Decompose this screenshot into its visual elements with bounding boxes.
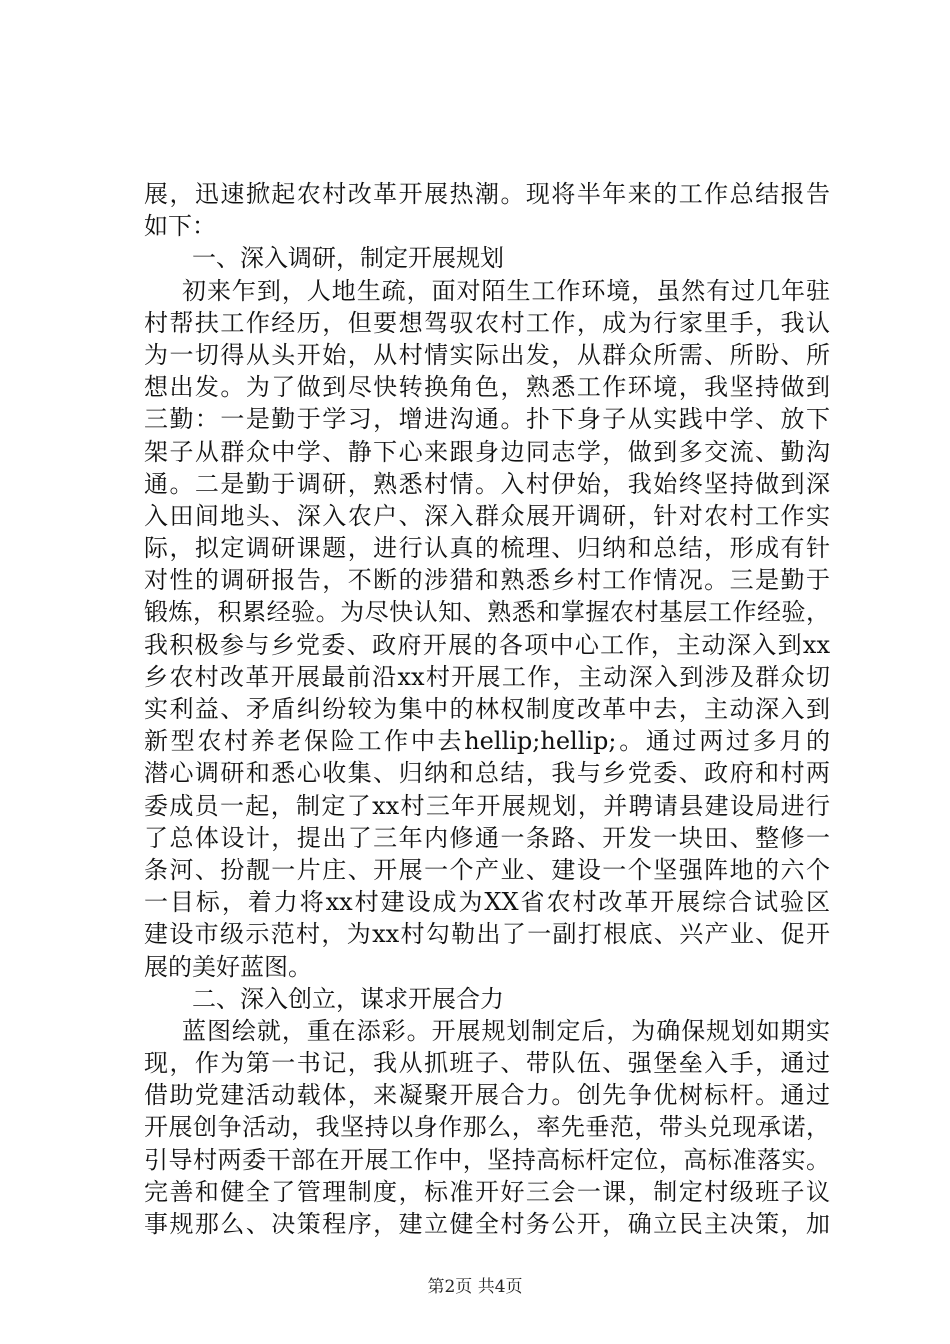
body-line: 想出发。为了做到尽快转换角色，熟悉工作环境，我坚持做到 [144, 373, 830, 402]
body-line: 引导村两委干部在开展工作中，坚持高标杆定位，高标准落实。 [144, 1145, 830, 1174]
section-heading-2: 二、深入创立，谋求开展合力 [192, 984, 504, 1013]
body-line: 潜心调研和悉心收集、归纳和总结，我与乡党委、政府和村两 [144, 759, 830, 788]
body-line: 如下： [144, 212, 216, 241]
body-line: 展，迅速掀起农村改革开展热潮。现将半年来的工作总结报告 [144, 180, 830, 208]
body-line: 入田间地头、深入农户、深入群众展开调研，针对农村工作实 [144, 501, 830, 530]
body-line: 乡农村改革开展最前沿xx村开展工作，主动深入到涉及群众切 [144, 662, 830, 691]
body-line: 现，作为第一书记，我从抓班子、带队伍、强堡垒入手，通过 [144, 1049, 830, 1078]
body-line: 条河、扮靓一片庄、开展一个产业、建设一个坚强阵地的六个 [144, 855, 830, 884]
body-line: 开展创争活动，我坚持以身作那么，率先垂范，带头兑现承诺， [144, 1113, 830, 1142]
body-line: 一目标，着力将xx村建设成为XX省农村改革开展综合试验区 [144, 888, 830, 917]
body-line: 村帮扶工作经历，但要想驾驭农村工作，成为行家里手，我认 [144, 308, 830, 337]
body-line: 我积极参与乡党委、政府开展的各项中心工作，主动深入到xx [144, 630, 830, 659]
body-line: 借助党建活动载体，来凝聚开展合力。创先争优树标杆。通过 [144, 1081, 830, 1110]
body-line: 际，拟定调研课题，进行认真的梳理、归纳和总结，形成有针 [144, 534, 830, 563]
body-line: 新型农村养老保险工作中去hellip;hellip;。通过两过多月的 [144, 727, 830, 756]
body-line: 架子从群众中学、静下心来跟身边同志学，做到多交流、勤沟 [144, 437, 830, 466]
body-line: 事规那么、决策程序，建立健全村务公开，确立民主决策，加 [144, 1210, 830, 1238]
body-line: 完善和健全了管理制度，标准开好三会一课，制定村级班子议 [144, 1177, 830, 1206]
body-line: 了总体设计，提出了三年内修通一条路、开发一块田、整修一 [144, 823, 830, 852]
body-line: 建设市级示范村，为xx村勾勒出了一副打根底、兴产业、促开 [144, 920, 830, 949]
paragraph-first-line: 蓝图绘就，重在添彩。开展规划制定后，为确保规划如期实 [182, 1016, 830, 1045]
body-line: 委成员一起，制定了xx村三年开展规划，并聘请县建设局进行 [144, 791, 830, 820]
body-line: 对性的调研报告，不断的涉猎和熟悉乡村工作情况。三是勤于 [144, 566, 830, 595]
paragraph-first-line: 初来乍到，人地生疏，面对陌生工作环境，虽然有过几年驻 [182, 276, 830, 305]
section-heading-1: 一、深入调研，制定开展规划 [192, 244, 504, 273]
body-line: 实利益、矛盾纠纷较为集中的林权制度改革中去，主动深入到 [144, 695, 830, 723]
body-line: 通。二是勤于调研，熟悉村情。入村伊始，我始终坚持做到深 [144, 469, 830, 498]
body-line: 展的美好蓝图。 [144, 952, 312, 981]
page-footer: 第2页 共4页 [427, 1277, 523, 1297]
body-line: 锻炼，积累经验。为尽快认知、熟悉和掌握农村基层工作经验， [144, 598, 830, 627]
body-line: 为一切得从头开始，从村情实际出发，从群众所需、所盼、所 [144, 340, 830, 369]
body-line: 三勤：一是勤于学习，增进沟通。扑下身子从实践中学、放下 [144, 405, 830, 434]
document-body [144, 178, 830, 1240]
